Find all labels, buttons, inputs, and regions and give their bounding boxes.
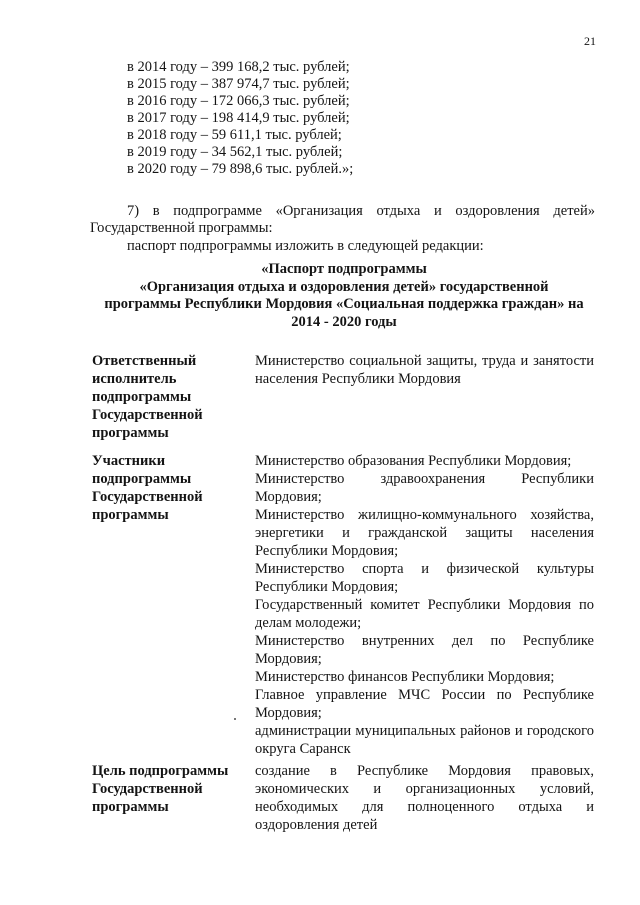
participants-label: Участники подпрограммы Государственной программы (92, 453, 203, 523)
participant-item: Министерство жилищно-коммунального хозяйства, энергетики и гражданской защиты населения Республики Мордовия; (255, 507, 594, 559)
participant-item: Главное управление МЧС России по Республике Мордовия; (255, 687, 594, 721)
item-7-paragraph: 7) в подпрограмме «Организация отдыха и оздоровления детей» Государственной программы: (90, 203, 595, 236)
funding-line-2019: в 2019 году – 34 562,1 тыс. рублей; (127, 144, 343, 160)
goal-label: Цель подпрограммы Государственной программы (92, 763, 229, 815)
participant-item: Министерство внутренних дел по Республике Мордовия; (255, 633, 594, 667)
participant-item: Министерство образования Республики Мордовия; (255, 453, 572, 469)
funding-line-2014: в 2014 году – 399 168,2 тыс. рублей; (127, 59, 350, 75)
passport-title-line-2: «Организация отдыха и оздоровления детей» государственной (139, 278, 549, 295)
participant-item: администрации муниципальных районов и городского округа Саранск (255, 723, 594, 757)
funding-line-2020: в 2020 году – 79 898,6 тыс. рублей.»; (127, 161, 354, 177)
participants-list (255, 452, 594, 758)
instruction-text: паспорт подпрограммы изложить в следующей редакции: (127, 238, 484, 254)
participant-item: Государственный комитет Республики Мордовия по делам молодежи; (255, 597, 594, 631)
passport-title-line-4: 2014 - 2020 годы (291, 313, 397, 330)
goal-value: создание в Республике Мордовия правовых, экономических и организационных условий, необходимых для полноценного отдыха и оздоровления детей (255, 763, 594, 833)
passport-title (60, 261, 628, 331)
page-number: 21 (584, 34, 596, 48)
funding-by-year-list (127, 59, 353, 178)
passport-title-line-3: программы Республики Мордовия «Социальная поддержка граждан» на (104, 296, 584, 312)
executor-value: Министерство социальной защиты, труда и занятости населения Республики Мордовия (255, 353, 594, 387)
participant-item: Министерство здравоохранения Республики Мордовия; (255, 471, 594, 505)
participant-item: Министерство финансов Республики Мордовия; (255, 669, 555, 685)
funding-line-2015: в 2015 году – 387 974,7 тыс. рублей; (127, 76, 350, 92)
executor-label: Ответственный исполнитель подпрограммы Государственной программы (92, 353, 203, 441)
passport-title-line-1: «Паспорт подпрограммы (261, 261, 427, 277)
funding-line-2017: в 2017 году – 198 414,9 тыс. рублей; (127, 110, 350, 126)
participant-item: Министерство спорта и физической культуры Республики Мордовия; (255, 561, 594, 595)
funding-line-2018: в 2018 году – 59 611,1 тыс. рублей; (127, 127, 342, 143)
scan-artifact (234, 718, 236, 720)
funding-line-2016: в 2016 году – 172 066,3 тыс. рублей; (127, 93, 350, 109)
